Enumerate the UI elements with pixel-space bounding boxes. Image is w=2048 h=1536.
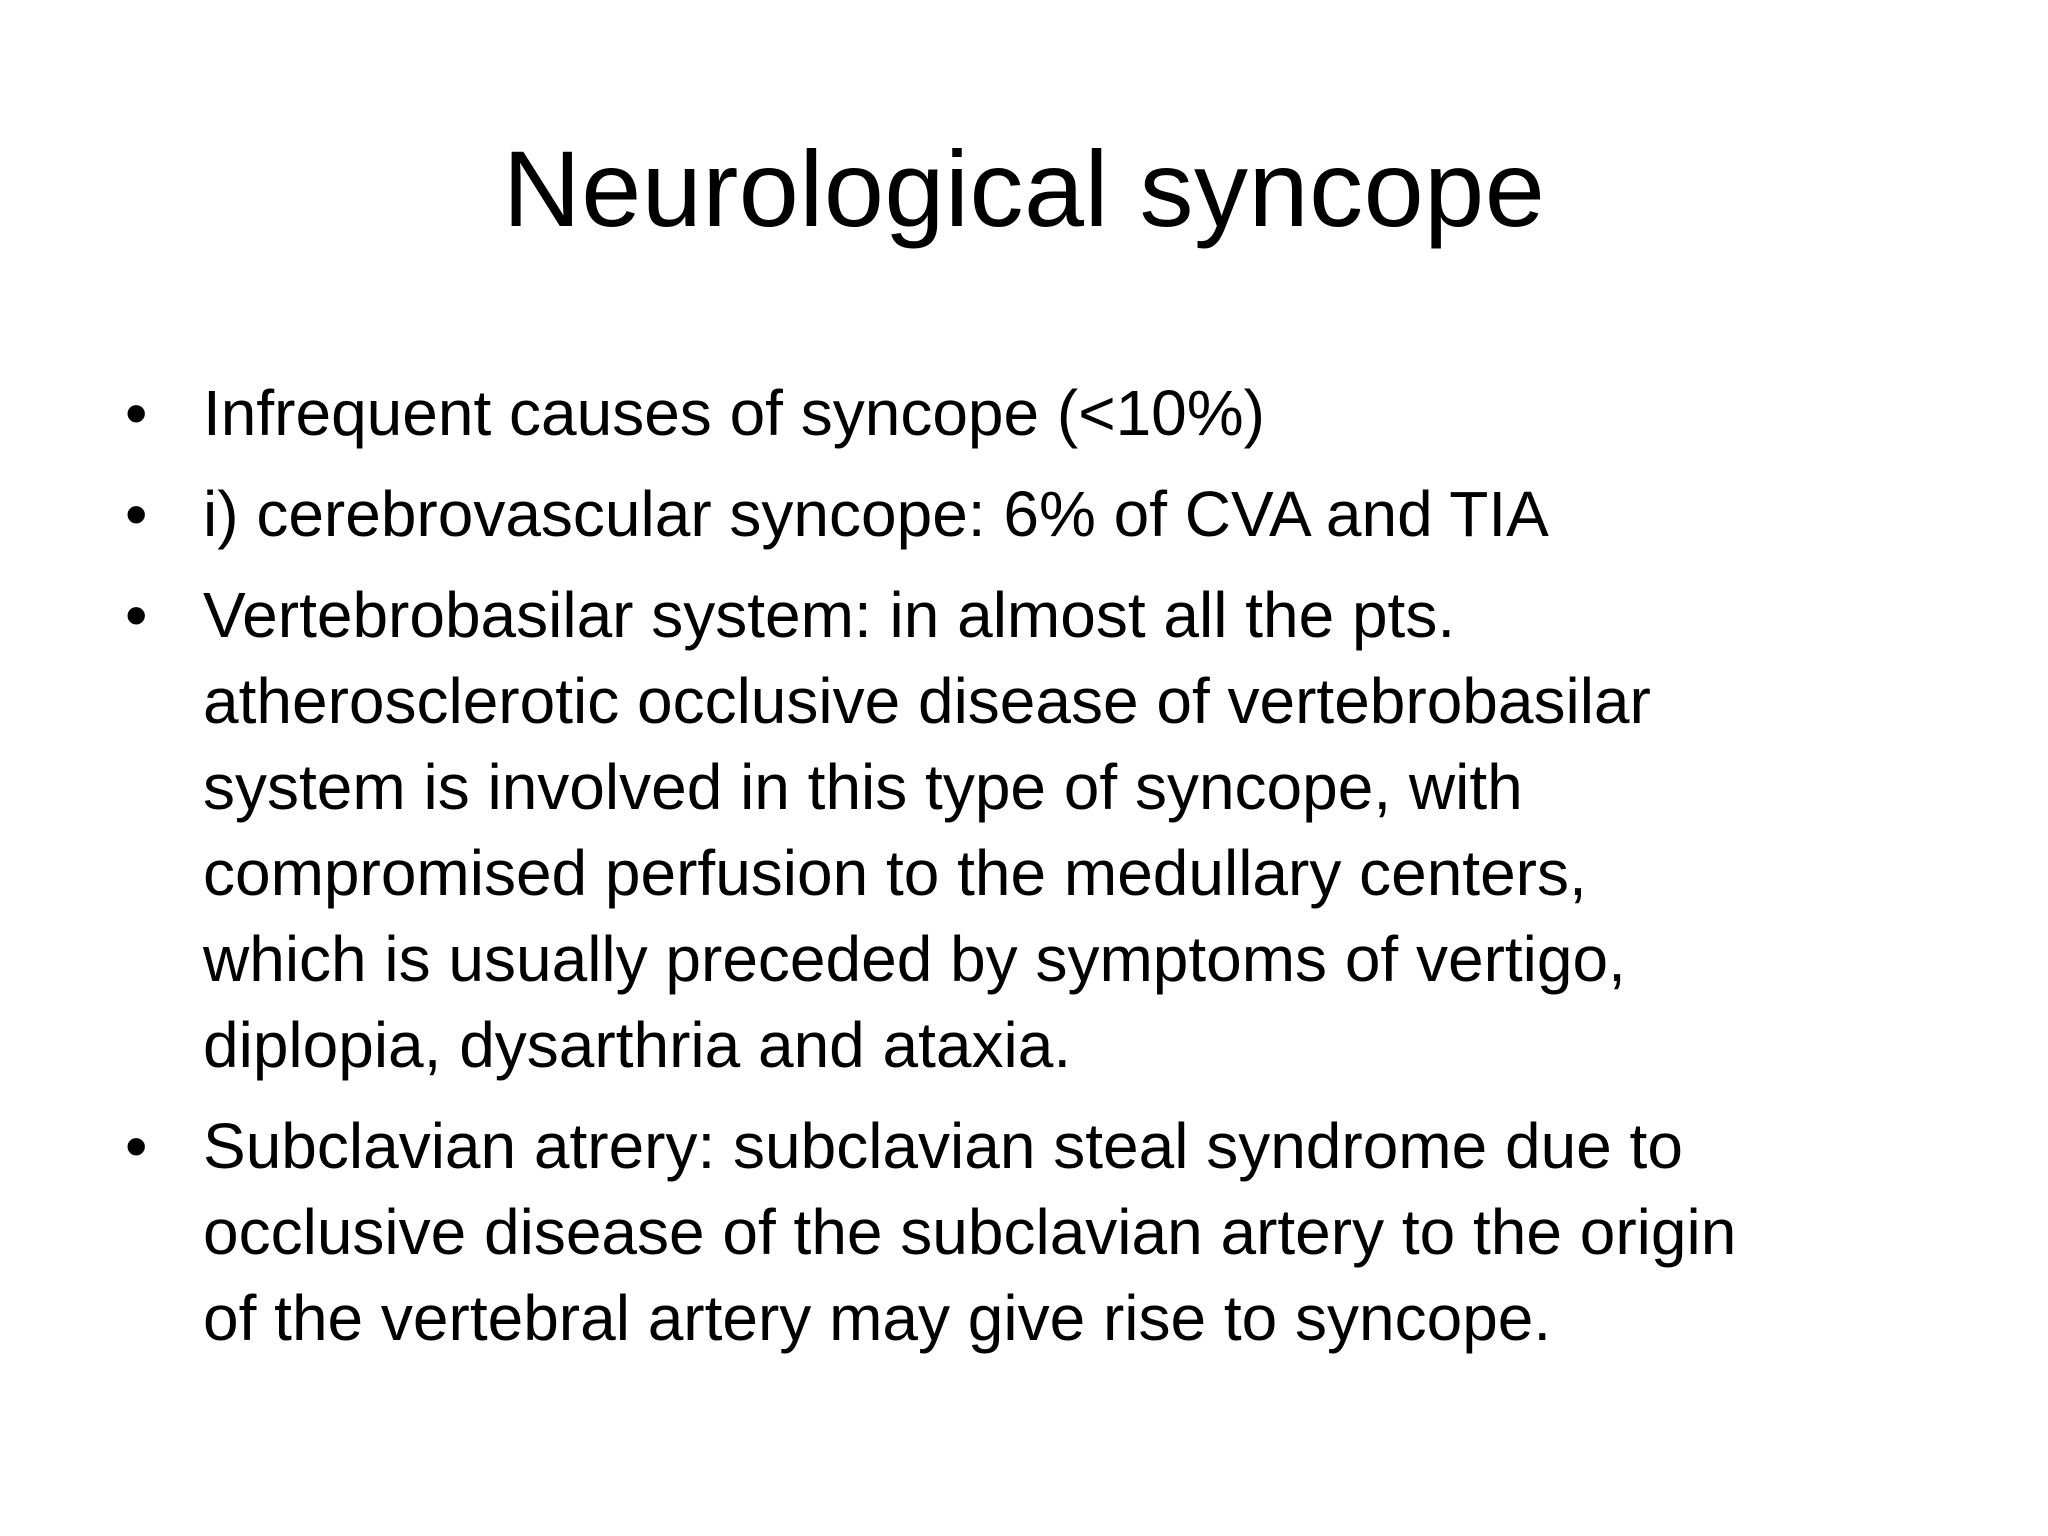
bullet-item xyxy=(125,370,1925,456)
bullet-marker: • xyxy=(125,377,148,449)
bullet-text: Vertebrobasilar system: in almost all the pts. atherosclerotic occlusive disease of vertebrobasilar system is involved in this type of syncope, with compromised perfusion to the medullary centers, which is usually preceded by symptoms of vertigo, diplopia, dysarthria and ataxia. xyxy=(203,579,1651,1081)
bullet-text: Infrequent causes of syncope (<10%) xyxy=(203,377,1265,449)
bullet-marker: • xyxy=(125,478,148,550)
bullet-marker: • xyxy=(125,579,148,651)
bullet-item xyxy=(125,572,1925,1088)
bullet-marker: • xyxy=(125,1110,148,1182)
bullet-text: i) cerebrovascular syncope: 6% of CVA and TIA xyxy=(203,478,1549,550)
bullet-item xyxy=(125,471,1925,557)
bullet-text: Subclavian atrery: subclavian steal syndrome due to occlusive disease of the subclavian artery to the origin of the vertebral artery may give rise to syncope. xyxy=(203,1110,1737,1354)
bullet-list xyxy=(125,370,1925,1376)
slide-title: Neurological syncope xyxy=(502,128,1546,249)
bullet-item xyxy=(125,1103,1925,1361)
